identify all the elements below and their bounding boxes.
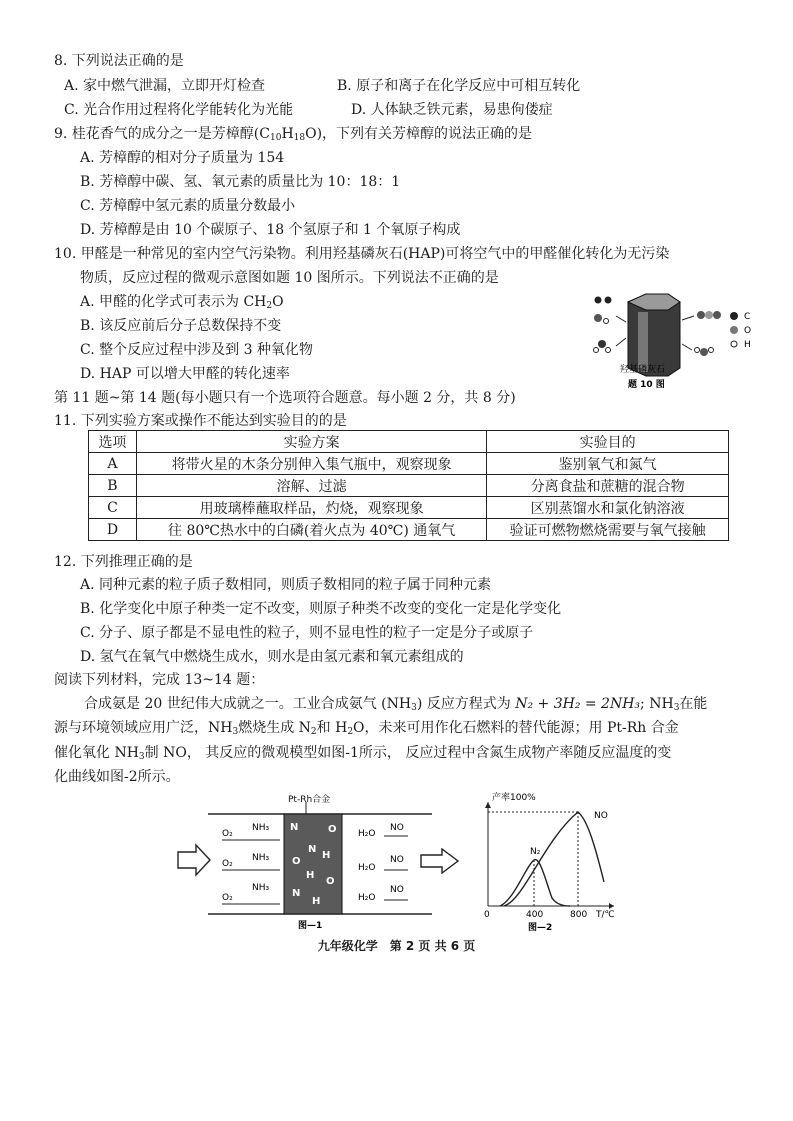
atom-label: H [312, 896, 321, 907]
q10-stem-line2: 物质，反应过程的微观示意图如题 10 图所示。下列说法不正确的是 [80, 270, 499, 286]
atom-label: O [292, 856, 301, 867]
catalyst-model-diagram [176, 792, 436, 932]
q10-figure-caption: 题 10 图 [628, 380, 665, 390]
table-header-cell: 选项 [89, 431, 137, 453]
input-row [222, 883, 280, 904]
y-axis-label: 产率100% [492, 793, 536, 803]
svg-text:O₂: O₂ [222, 893, 233, 903]
atom-label: O [328, 824, 337, 835]
table-row [89, 519, 729, 541]
input-row [222, 823, 280, 840]
svg-text:O₂: O₂ [222, 829, 233, 839]
table-cell: C [89, 497, 137, 519]
figure-2-caption: 图—2 [528, 923, 553, 932]
reading-line-3: 催化氧化 $NH_3$制 NO， 其反应的微观模型如图-1所示， 反应过程中含氮生成物产率随反应温度的变 [54, 745, 672, 762]
hap-label: 羟基磷灰石 [620, 365, 666, 375]
q10-figure [586, 288, 766, 392]
table-cell: 区别蒸馏水和氯化钠溶液 [487, 497, 729, 519]
table-row [89, 475, 729, 497]
q10-stem-line1: 10. 甲醛是一种常见的室内空气污染物。利用羟基磷灰石(HAP)可将空气中的甲醛催化转化为无污染 [54, 246, 670, 262]
q12-option-b: B. 化学变化中原子种类一定不改变，则原子种类不改变的变化一定是化学变化 [80, 601, 562, 617]
equation: N₂ + 3H₂ = 2NH₃ [515, 696, 641, 712]
legend-h-label: H [744, 340, 751, 350]
input-row [222, 853, 280, 870]
svg-text:O₂: O₂ [222, 859, 233, 869]
svg-text:H₂O: H₂O [358, 863, 376, 873]
table-cell: 将带火星的木条分别伸入集气瓶中，观察现象 [136, 453, 486, 475]
section-note: 第 11 题~第 14 题(每小题只有一个选项符合题意。每小题 2 分，共 8 分) [54, 390, 516, 406]
atom-label: N [290, 822, 299, 833]
svg-text:H₂O: H₂O [358, 893, 376, 903]
svg-text:NH₃: NH₃ [252, 853, 270, 863]
table-cell: A [89, 453, 137, 475]
hap-reaction-diagram [586, 288, 766, 392]
q10-option-a: A. 甲醛的化学式可表示为 $CH_2O$ [80, 294, 284, 311]
svg-text:NO: NO [390, 855, 404, 865]
curve-label-no: NO [594, 811, 608, 821]
q11-stem: 11. 下列实验方案或操作不能达到实验目的的是 [54, 413, 347, 429]
q8-stem: 8. 下列说法正确的是 [54, 53, 184, 69]
table-header-cell: 实验目的 [487, 431, 729, 453]
no-curve [504, 812, 604, 906]
q9-option-b: B. 芳樟醇中碳、氢、氧元素的质量比为 10：18：1 [80, 174, 401, 190]
q12-option-a: A. 同种元素的粒子质子数相同，则质子数相同的粒子属于同种元素 [80, 577, 492, 593]
figure-1 [176, 792, 436, 932]
figure-1-caption: 图—1 [298, 921, 323, 931]
atom-label: O [326, 876, 335, 887]
arrow-icon [420, 848, 460, 874]
output-row [358, 855, 408, 873]
table-cell: 鉴别氧气和氮气 [487, 453, 729, 475]
q8-option-c: C. 光合作用过程将化学能转化为光能 [64, 102, 294, 118]
svg-text:NO: NO [390, 823, 404, 833]
q9-option-a: A. 芳樟醇的相对分子质量为 154 [80, 150, 285, 166]
x-tick-label: 400 [526, 910, 544, 920]
atom-label: N [308, 844, 317, 855]
q8-option-a: A. 家中燃气泄漏，立即开灯检查 [64, 78, 266, 94]
q10-option-b: B. 该反应前后分子总数保持不变 [80, 318, 282, 334]
output-row [358, 823, 408, 839]
figure-2 [470, 790, 620, 932]
q9-stem: 9. 桂花香气的成分之一是芳樟醇$(C_{10}H_{18}O)$，下列有关芳樟醇的说法正确的是 [54, 126, 533, 143]
q10-option-c: C. 整个反应过程中涉及到 3 种氧化物 [80, 342, 313, 358]
q9-option-c: C. 芳樟醇中氢元素的质量分数最小 [80, 198, 296, 214]
table-cell: 往 80℃热水中的白磷(着火点为 40℃) 通氧气 [136, 519, 486, 541]
legend-c-label: C [744, 312, 751, 322]
output-row [358, 885, 408, 903]
yield-temperature-graph [470, 790, 620, 932]
reading-line-2: 源与环境领域应用广泛，$NH_3$燃烧生成 $N_2$和 $H_2O$，未来可用作化石燃料的替代能源；用 Pt-Rh 合金 [54, 720, 679, 737]
reading-line-1: 合成氨是 20 世纪伟大成就之一。工业合成氨气 $(NH_3)$ 反应方程式为 N₂ + 3H₂ = 2NH₃; $NH_3$在能 [84, 696, 708, 713]
q12-option-d: D. 氢气在氧气中燃烧生成水，则水是由氢元素和氧元素组成的 [80, 649, 464, 665]
page-footer: 九年级化学 第 2 页 共 6 页 [317, 939, 476, 953]
q8-option-d: D. 人体缺乏铁元素，易患佝偻症 [351, 102, 553, 118]
svg-text:H₂O: H₂O [358, 829, 376, 839]
catalyst-label: Pt-Rh合金 [288, 795, 331, 805]
q12-option-c: C. 分子、原子都是不显电性的粒子，则不显电性的粒子一定是分子或原子 [80, 625, 534, 641]
q9-option-d: D. 芳樟醇是由 10 个碳原子、18 个氢原子和 1 个氧原子构成 [80, 222, 461, 238]
atom-label: H [306, 870, 315, 881]
reading-intro: 阅读下列材料，完成 13~14 题： [54, 672, 265, 688]
q12-stem: 12. 下列推理正确的是 [54, 554, 193, 570]
x-tick-label: 800 [570, 910, 588, 920]
q8-option-b: B. 原子和离子在化学反应中可相互转化 [337, 78, 581, 94]
svg-text:NO: NO [390, 885, 404, 895]
table-cell: 分离食盐和蔗糖的混合物 [487, 475, 729, 497]
n2-curve [500, 860, 570, 906]
table-row [89, 453, 729, 475]
q11-table [88, 430, 729, 541]
q10-option-d: D. HAP 可以增大甲醛的转化速率 [80, 366, 290, 382]
table-header-cell: 实验方案 [136, 431, 486, 453]
table-cell: 用玻璃棒蘸取样品，灼烧，观察现象 [136, 497, 486, 519]
table-cell: 溶解、过滤 [136, 475, 486, 497]
x-tick-label: 0 [484, 910, 490, 920]
atom-label: N [292, 888, 301, 899]
atom-label: H [322, 850, 331, 861]
reading-line-4: 化曲线如图-2所示。 [54, 769, 180, 785]
x-axis-label: T/℃ [596, 910, 615, 920]
table-row [89, 497, 729, 519]
table-cell: D [89, 519, 137, 541]
table-cell: B [89, 475, 137, 497]
curve-label-n2: N₂ [530, 847, 541, 857]
legend-o-label: O [744, 326, 752, 336]
table-header-row [89, 431, 729, 453]
svg-text:NH₃: NH₃ [252, 883, 270, 893]
table-cell: 验证可燃物燃烧需要与氧气接触 [487, 519, 729, 541]
svg-text:NH₃: NH₃ [252, 823, 270, 833]
